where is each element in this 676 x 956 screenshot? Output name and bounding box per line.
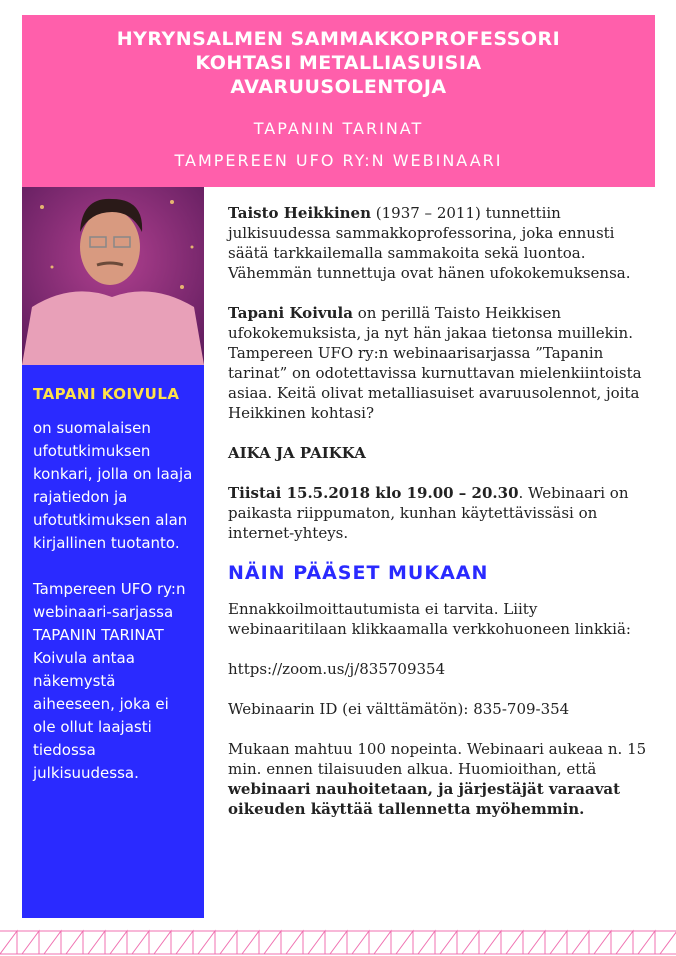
text: (1937 – 2011) tunnettiin julkisuudessa sammakkoprofessorina, joka ennusti säätä tarkkailemalla sammakoita sekä luontoa. Vähemmän tunnettuja ovat hänen ufokokemuksensa. xyxy=(228,204,631,282)
name-bold: Tapani Koivula xyxy=(228,304,353,322)
title-line: AVARUUSOLENTOJA xyxy=(230,76,447,98)
text: Mukaan mahtuu 100 nopeinta. Webinaari aukeaa n. 15 min. ennen tilaisuuden alkua. Huomioithan, että xyxy=(228,740,647,778)
time-paragraph xyxy=(228,483,648,543)
join-heading: NÄIN PÄÄSET MUKAAN xyxy=(228,562,489,584)
text: . Webinaari on paikasta riippumaton, kunhan käytettävissäsi on internet-yhteys. xyxy=(228,484,629,542)
name-bold: Taisto Heikkinen xyxy=(228,204,371,222)
speaker-photo xyxy=(22,187,204,365)
speaker-name: TAPANI KOIVULA xyxy=(33,385,180,403)
date-bold: Tiistai 15.5.2018 klo 19.00 – 20.30 xyxy=(228,484,519,502)
speaker-bio: on suomalaisen ufotutkimuksen konkari, jolla on laaja rajatiedon ja ufotutkimuksen alan kirjallinen tuotanto. xyxy=(33,419,193,552)
join-paragraph: Ennakkoilmoittautumista ei tarvita. Liity webinaaritilaan klikkaamalla verkkohuoneen linkkiä: xyxy=(228,600,631,638)
series-description: Tampereen UFO ry:n webinaari-sarjassa TAPANIN TARINAT Koivula antaa näkemystä aiheeseen, joka ei ole ollut laajasti tiedossa julkisuudessa. xyxy=(33,580,186,782)
main-content xyxy=(228,203,648,839)
title-line: HYRYNSALMEN SAMMAKKOPROFESSORI xyxy=(116,28,561,50)
text: on perillä Taisto Heikkisen ufokokemuksista, ja nyt hän jakaa tietonsa muillekin. Tampereen UFO ry:n webinaarisarjassa ”Tapanin tarinat” on odotettavissa kurnuttavan mielenkiintoista asiaa. Keitä olivat metalliasuiset avaruusolennot, joita Heikkinen kohtasi? xyxy=(228,304,642,422)
when-heading: AIKA JA PAIKKA xyxy=(228,444,366,462)
subtitle-organizer: TAMPEREEN UFO RY:N WEBINAARI xyxy=(174,151,503,170)
zoom-link[interactable]: https://zoom.us/j/835709354 xyxy=(228,660,446,678)
speaker-bio-panel xyxy=(22,365,204,918)
title-line: KOHTASI METALLIASUISIA xyxy=(195,52,482,74)
notice-paragraph xyxy=(228,739,648,819)
speaker-paragraph xyxy=(228,303,648,423)
header-banner xyxy=(22,15,655,187)
recording-notice: webinaari nauhoitetaan, ja järjestäjät varaavat oikeuden käyttää tallennetta myöhemmin. xyxy=(228,780,621,818)
subtitle-series: TAPANIN TARINAT xyxy=(253,119,424,138)
page-title xyxy=(22,27,655,99)
intro-paragraph xyxy=(228,203,648,283)
portrait-image xyxy=(22,187,204,365)
zigzag-border xyxy=(0,929,676,956)
webinar-id: Webinaarin ID (ei välttämätön): 835-709-354 xyxy=(228,700,570,718)
